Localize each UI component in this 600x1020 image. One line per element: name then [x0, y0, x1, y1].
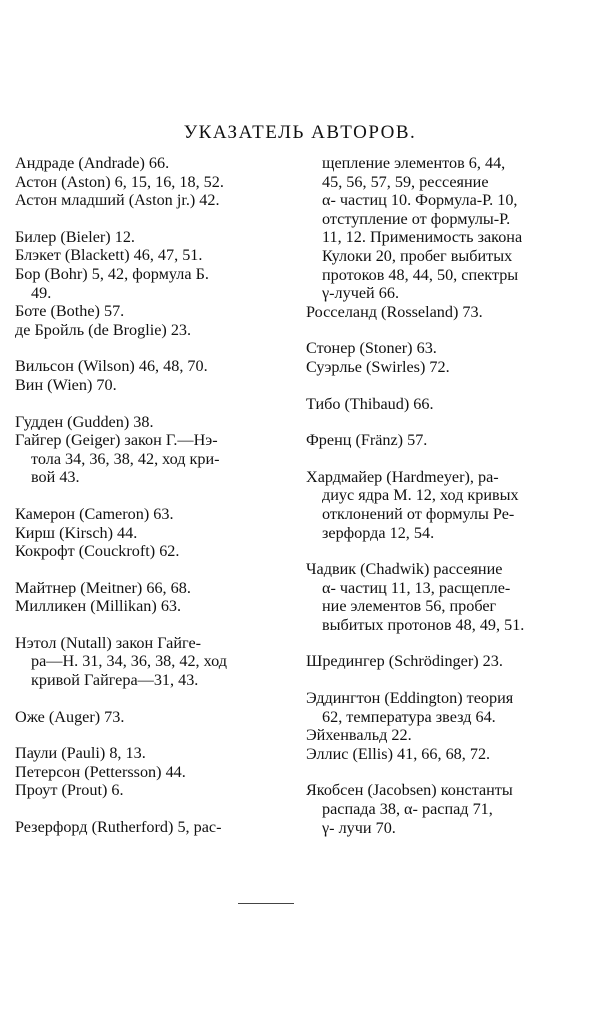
entry-line: Тибо (Thibaud) 66. [306, 394, 434, 413]
entry-line: щепление элементов 6, 44, [322, 154, 506, 172]
index-entry [15, 579, 287, 598]
index-entry [306, 154, 578, 303]
entry-line: 62, температура звезд 64. [322, 707, 496, 726]
entry-line: Вин (Wien) 70. [15, 375, 117, 394]
index-entry [306, 468, 578, 542]
index-entry [15, 781, 287, 800]
index-entry [15, 302, 287, 321]
entry-line: Суэрлье (Swirles) 72. [306, 357, 450, 376]
index-entry [15, 818, 287, 837]
index-entry [15, 173, 287, 192]
entry-line: Проут (Prout) 6. [15, 781, 124, 800]
index-entry [15, 246, 287, 265]
entry-line: Хардмайер (Hardmeyer), ра- [306, 467, 499, 486]
entry-line: протоков 48, 44, 50, спектры [322, 265, 519, 284]
index-entry [15, 763, 287, 782]
right-column [306, 154, 578, 837]
entry-line: Резерфорд (Rutherford) 5, рас- [15, 818, 222, 837]
entry-line: Бор (Bohr) 5, 42, формула Б. [15, 264, 209, 283]
index-entry [306, 652, 578, 671]
entry-line: Кирш (Kirsch) 44. [15, 523, 138, 542]
entry-line: диус ядра М. 12, ход кривых [322, 486, 519, 505]
entry-line: Эллис (Ellis) 41, 66, 68, 72. [306, 744, 491, 763]
entry-line: γ- лучи 70. [322, 818, 396, 837]
index-entry [15, 524, 287, 543]
entry-line: Росселанд (Rosseland) 73. [306, 302, 483, 321]
index-entry [15, 634, 287, 690]
left-column [15, 154, 287, 837]
index-entry [306, 781, 578, 837]
index-entry [306, 339, 578, 358]
index-entry [15, 413, 287, 432]
entry-line: выбитых протонов 48, 49, 51. [322, 615, 525, 634]
entry-line: Гайгер (Geiger) закон Г.—Нэ- [15, 431, 218, 450]
entry-line: отклонений от формулы Ре- [322, 504, 515, 523]
index-entry [15, 505, 287, 524]
index-entry [306, 745, 578, 764]
entry-line: Эддингтон (Eddington) теория [306, 689, 514, 708]
entry-line: распада 38, α- распад 71, [322, 800, 493, 819]
index-entry [15, 265, 287, 302]
entry-line: Петерсон (Pettersson) 44. [15, 762, 186, 781]
index-entry [15, 191, 287, 210]
entry-line: α- частиц 11, 13, расщепле- [322, 578, 511, 597]
entry-line: Андраде (Andrade) 66. [15, 154, 170, 172]
entry-line: Якобсен (Jacobsen) константы [306, 781, 513, 800]
entry-line: Оже (Auger) 73. [15, 707, 125, 726]
entry-line: Френц (Fränz) 57. [306, 431, 428, 450]
page-title: УКАЗАТЕЛЬ АВТОРОВ. [183, 122, 417, 143]
index-entry [15, 542, 287, 561]
index-entry [15, 376, 287, 395]
entry-line: γ-лучей 66. [322, 284, 399, 303]
index-entry [15, 597, 287, 616]
entry-line: α- частиц 10. Формула-Р. 10, [322, 191, 518, 210]
entry-line: Шредингер (Schrödinger) 23. [306, 652, 503, 671]
index-entry [306, 560, 578, 634]
entry-line: Билер (Bieler) 12. [15, 227, 135, 246]
index-entry [15, 744, 287, 763]
index-entry [15, 321, 287, 340]
index-entry [306, 303, 578, 322]
entry-line: тола 34, 36, 38, 42, ход кри- [31, 449, 220, 468]
footer-rule [238, 903, 294, 904]
entry-line: 49. [31, 283, 52, 302]
entry-line: зерфорда 12, 54. [322, 523, 435, 542]
entry-line: Блэкет (Blackett) 46, 47, 51. [15, 246, 203, 265]
index-entry [15, 708, 287, 727]
index-entry [306, 689, 578, 726]
entry-line: Вильсон (Wilson) 46, 48, 70. [15, 357, 208, 376]
index-entry [306, 395, 578, 414]
entry-line: Милликен (Millikan) 63. [15, 597, 182, 616]
entry-line: Гудден (Gudden) 38. [15, 412, 154, 431]
entry-line: Кокрофт (Couckroft) 62. [15, 542, 180, 561]
index-entry [15, 357, 287, 376]
entry-line: Кулоки 20, пробег выбитых [322, 246, 513, 265]
entry-line: 45, 56, 57, 59, рессеяние [322, 172, 489, 191]
entry-line: Астон (Aston) 6, 15, 16, 18, 52. [15, 172, 224, 191]
entry-line: Боте (Bothe) 57. [15, 302, 125, 321]
index-entry [15, 228, 287, 247]
entry-line: Нэтол (Nutall) закон Гайге- [15, 633, 202, 652]
entry-line: де Бройль (de Broglie) 23. [15, 320, 192, 339]
entry-line: ра—Н. 31, 34, 36, 38, 42, ход [31, 652, 227, 671]
entry-line: Чадвик (Chadwik) рассеяние [306, 560, 503, 579]
entry-line: вой 43. [31, 468, 80, 487]
entry-line: Паули (Pauli) 8, 13. [15, 744, 146, 763]
entry-line: Майтнер (Meitner) 66, 68. [15, 578, 191, 597]
entry-line: Стонер (Stoner) 63. [306, 339, 437, 358]
entry-line: Камерон (Cameron) 63. [15, 504, 174, 523]
index-entry [306, 726, 578, 745]
index-entry [15, 431, 287, 487]
entry-line: ние элементов 56, пробег [322, 597, 497, 616]
entry-line: кривой Гайгера—31, 43. [31, 671, 199, 690]
entry-line: 11, 12. Применимость закона [322, 228, 523, 247]
index-entry [306, 431, 578, 450]
index-entry [15, 154, 287, 173]
entry-line: Астон младший (Aston jr.) 42. [15, 191, 220, 210]
entry-line: Эйхенвальд 22. [306, 726, 412, 745]
index-entry [306, 358, 578, 377]
entry-line: отступление от формулы-Р. [322, 209, 511, 228]
